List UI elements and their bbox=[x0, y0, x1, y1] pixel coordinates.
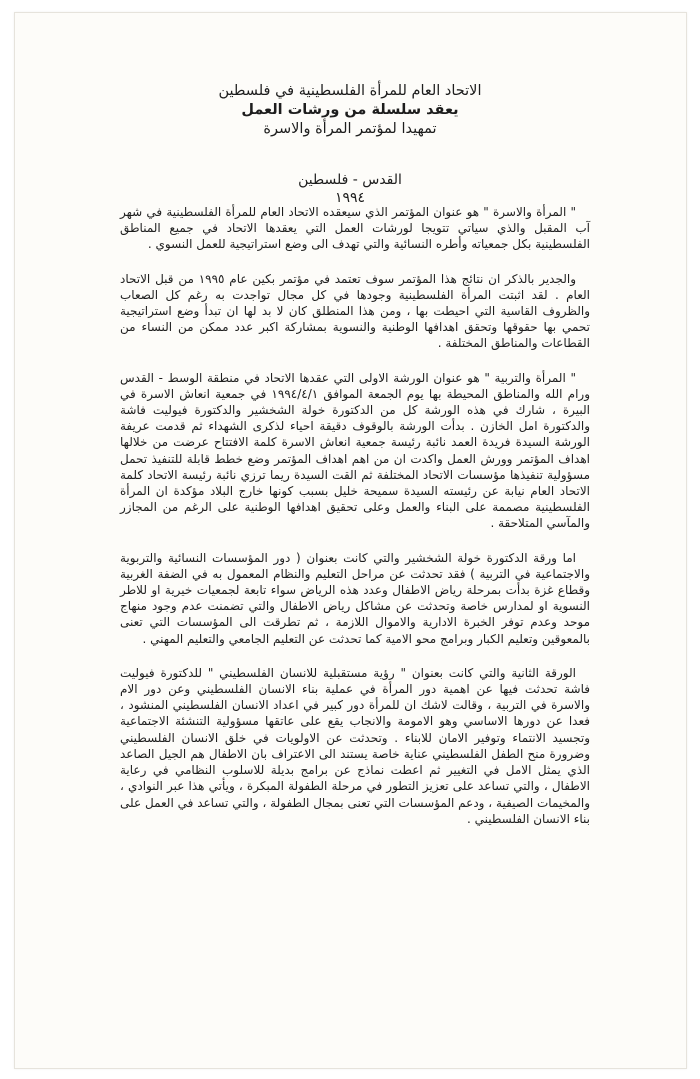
header-conference-prep: تمهيدا لمؤتمر المرأة والاسرة bbox=[263, 121, 437, 137]
paragraph-intro: " المرأة والاسرة " هو عنوان المؤتمر الذي سيعقده الاتحاد العام للمرأة الفلسطينية في شهر آب المقبل والذي سياتي تتويجا لورشات العمل التي يعقدها الاتحاد في جميع المناطق الفلسطينية بكل جمعياته وأطره النسائية والتي تهدف الى وضع استراتيجية للعمل النسوي . bbox=[120, 205, 590, 252]
paragraph-second-paper: الورقة الثانية والتي كانت بعنوان " رؤية مستقبلية للانسان الفلسطيني " للدكتورة فيوليت فاشة تحدثت فيها عن اهمية دور المرأة في عملية بناء الانسان الفلسطيني وعن دور الام والاسرة في التربية ، وقالت لاشك ان للمرأة دور كبير في اعداد الانسان الفلسطيني المنشود ، فعدا عن دورها الاساسي وهو الامومة والانجاب يقع على عاتقها مسؤولية التنشئة الاجتماعية وتجسيد الانتماء وتوفير الامان للابناء . وتحدثت عن الاولويات في خلق الانسان الفلسطيني وضرورة منح الطفل الفلسطيني عناية خاصة يستند الى الاعتراف بان الاطفال هم الجيل الصاعد الذي يمثل الامل في التغيير ثم اعطت نماذج عن برامج بديلة للاسلوب النظامي في رعاية الاطفال ، والتي تساعد على تعزيز التطور في مرحلة الطفولة المبكرة ، ويأتي هذا عبر النوادي ، والمخيمات الصيفية ، ودعم المؤسسات التي تعنى بمجال الطفولة ، والتي تساعد في العمل على بناء الانسان الفلسطيني . bbox=[120, 665, 590, 826]
document-header bbox=[0, 82, 700, 207]
document-body bbox=[120, 204, 590, 827]
header-place: القدس - فلسطين bbox=[298, 172, 402, 188]
header-workshop-series: يعقد سلسلة من ورشات العمل bbox=[241, 102, 459, 118]
paragraph-first-paper: اما ورقة الدكتورة خولة الشخشير والتي كانت بعنوان ( دور المؤسسات النسائية والتربوية والاجتماعية في التربية ) فقد تحدثت عن مراحل التعليم والنظام المعمول به في الضفة الغربية وقطاع غزة بدأت بمرحلة رياض الاطفال وعدد هذه الرياض سواء تابعة لجمعيات خيرية او للاطر النسوية او لمدارس خاصة وتحدثت عن مشاكل رياض الاطفال والتي تضمنت عدم وجود منهاج موحد وعدم توفر الخبرة الادارية والاموال اللازمة ، ثم تطرقت الى المؤسسات التي تعنى بالمعوقين وتعليم الكبار وبرامج محو الامية كما تحدثت عن التعليم الجامعي والتعليم المهني . bbox=[120, 550, 590, 646]
header-year: ١٩٩٤ bbox=[334, 190, 366, 206]
header-organization: الاتحاد العام للمرأة الفلسطينية في فلسطين bbox=[218, 83, 482, 99]
paragraph-strategy: والجدير بالذكر ان نتائج هذا المؤتمر سوف تعتمد في مؤتمر بكين عام ١٩٩٥ من قبل الاتحاد العام . لقد اثبتت المرأة الفلسطينية وجودها في كل مجال تواجدت به رغم كل الصعاب والظروف القاسية التي احيطت بها ، ومن هذا المنطلق كان لا بد لها ان تبدأ وضع استراتيجية تحمي بها حقوقها وتحقق اهدافها الوطنية والنسوية بمشاركة اكبر عدد ممكن من النساء من القطاعات والمناطق المختلفة . bbox=[120, 271, 590, 351]
paragraph-first-workshop: " المرأة والتربية " هو عنوان الورشة الاولى التي عقدها الاتحاد في منطقة الوسط - القدس ورام الله والمناطق المحيطة بها يوم الجمعة الموافق ١٩٩٤/٤/١ في جمعية انعاش الاسرة في البيرة ، شارك في هذه الورشة كل من الدكتورة خولة الشخشير والدكتورة فيوليت فاشة والدكتورة امل الخازن . بدأت الورشة بالوقوف دقيقة احياء لذكرى الشهداء ثم قدمت عريفة الورشة السيدة فريدة العمد نائبة رئيسة جمعية انعاش الاسرة كلمة الافتتاح عرضت من خلالها اهداف المؤتمر وورش العمل واكدت ان من اهم اهداف المؤتمر وضع خطط قابلة للتنفيذ تحمل مسؤولية تنفيذها مؤسسات الاتحاد المختلفة ثم القت السيدة ريما ترزي نائبة رئيسة الاتحاد كلمة الاتحاد العام نيابة عن رئيسته السيدة سميحة خليل بسبب كونها خارج البلاد مؤكدة ان المرأة الفلسطينية مصممة على البناء والعمل وعلى تحقيق اهدافها الوطنية على الرغم من المجازر والمآسي المتلاحقة . bbox=[120, 370, 590, 531]
